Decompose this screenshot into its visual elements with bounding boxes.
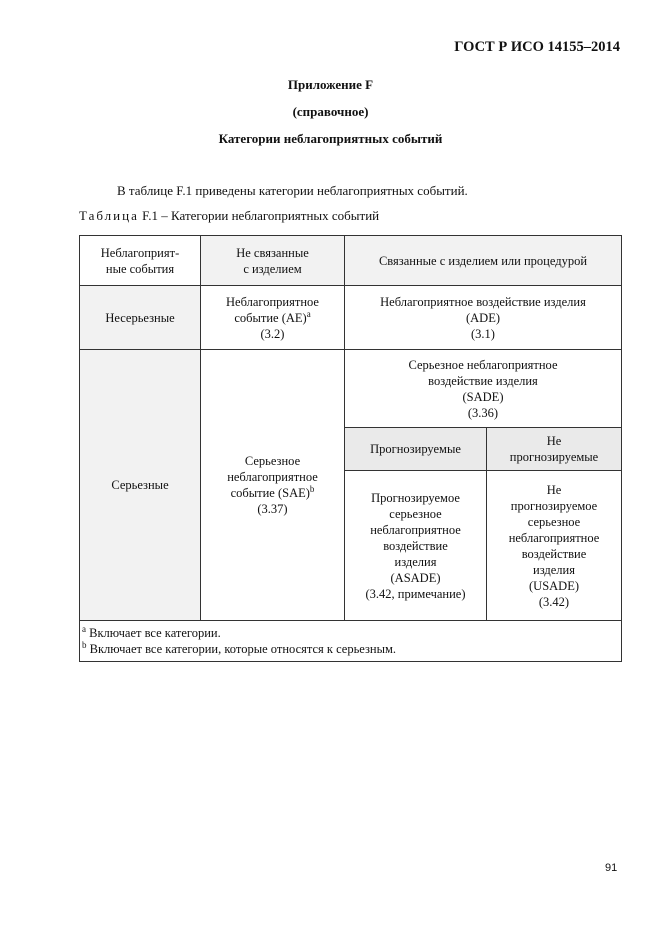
cell-ae: Неблагоприятное событие (AE)$^a$ (3.2) [201, 286, 345, 350]
cell-usade: Не прогнозируемое серьезное неблагоприятное воздействие изделия (USADE) (3.42) [487, 471, 622, 621]
appendix-title: Приложение F [287, 77, 374, 92]
label-serious: Серьезные [80, 350, 201, 621]
intro-paragraph: В таблице F.1 приведены категории неблагоприятных событий. [117, 183, 468, 198]
row-footnotes [80, 621, 622, 662]
footnote-ref-a: a [306, 308, 311, 319]
cell-sae: Серьезное неблагоприятное событие (SAE)$^b$ (3.37) [201, 350, 345, 621]
cell-ade: Неблагоприятное воздействие изделия (ADE) (3.1) [345, 286, 622, 350]
page-number: 91 [605, 862, 618, 874]
row-nonserious [80, 286, 622, 350]
standard-number: ГОСТ Р ИСО 14155–2014 [454, 39, 620, 55]
cell-asade: Прогнозируемое серьезное неблагоприятное воздействие изделия (ASADE) (3.42, примечание) [345, 471, 487, 621]
header-adverse-events: Неблагоприят- ные события [80, 236, 201, 286]
header-device-related: Связанные с изделием или процедурой [345, 236, 622, 286]
adverse-events-table [79, 235, 622, 662]
table-caption-text: F.1 – Категории неблагоприятных событий [138, 208, 380, 223]
header-not-device-related: Не связанные с изделием [201, 236, 345, 286]
footnote-a: $^a$ Включает все категории. [82, 623, 221, 640]
header-anticipated: Прогнозируемые [345, 428, 487, 471]
row-serious-sade [80, 350, 622, 428]
footnote-b: $^b$ Включает все категории, которые относятся к серьезным. [82, 639, 397, 656]
table-header-row [80, 236, 622, 286]
header-unanticipated: Не прогнозируемые [487, 428, 622, 471]
label-nonserious: Несерьезные [80, 286, 201, 350]
appendix-heading: Категории неблагоприятных событий [218, 131, 443, 146]
table-footnotes [80, 621, 622, 662]
appendix-subtitle: (справочное) [292, 104, 369, 119]
footnote-ref-b: b [309, 483, 315, 494]
cell-sade: Серьезное неблагоприятное воздействие изделия (SADE) (3.36) [345, 350, 622, 428]
table-caption [79, 208, 379, 224]
table-caption-label: Таблица [79, 208, 139, 223]
